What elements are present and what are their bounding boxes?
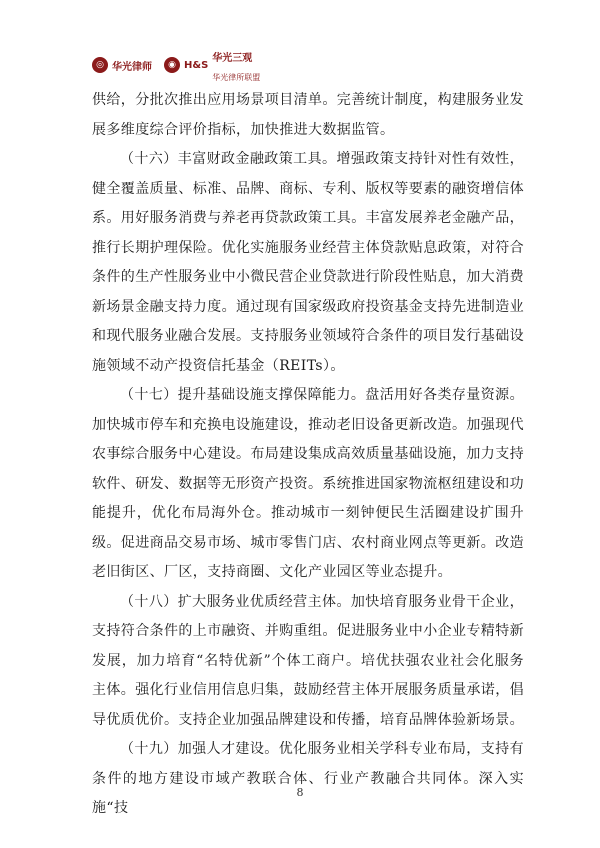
partner-brand: H&S [184,59,209,71]
partner-name: 华光三观 [212,53,253,64]
paragraph-18: （十八）扩大服务业优质经营主体。加快培育服务业骨干企业，支持符合条件的上市融资、并购重组。促进服务业中小企业专精特新发展，加力培育“名特优新”个体工商户。培优扶强农业社会化服务主体。强化行业信用信息归集，鼓励经营主体开展服务质量承诺，倡导优质优价。支持企业加强品牌建设和传播，培育品牌体验新场景。 [92,593,524,728]
partner-name-block [212,46,260,84]
partner-logo [164,46,260,84]
seal-icon: ◎ [92,57,108,73]
logo-text: 华光律师 [112,61,152,73]
paragraph-17: （十七）提升基础设施支撑保障能力。盘活用好各类存量资源。加快城市停车和充换电设施建设，推动老旧设备更新改造。加强现代农事综合服务中心建设。布局建设集成高效质量基础设施，加力支持软件、研发、数据等无形资产投资。系统推进国家物流枢纽建设和功能提升，优化布局海外仓。推动城市一刻钟便民生活圈建设扩围升级。促进商品交易市场、城市零售门店、农村商业网点等更新。改造老旧街区、厂区，支持商圈、文化产业园区等业态提升。 [92,387,524,580]
document-body [92,86,524,824]
page-number: 8 [296,786,304,799]
emblem-icon: ◉ [164,57,180,73]
partner-sub: 华光律所联盟 [212,73,261,82]
paragraph-continuation: 供给，分批次推出应用场景项目清单。完善统计制度，构建服务业发展多维度综合评价指标，加快推进大数据监管。 [92,92,524,138]
page-header [92,46,260,84]
law-firm-logo [92,57,152,73]
paragraph-16: （十六）丰富财政金融政策工具。增强政策支持针对性有效性，健全覆盖质量、标准、品牌、商标、专利、版权等要素的融资增信体系。用好服务消费与养老再贷款政策工具。丰富发展养老金融产品，推行长期护理保险。优化实施服务业经营主体贷款贴息政策，对符合条件的生产性服务业中小微民营企业贷款进行阶段性贴息，加大消费新场景金融支持力度。通过现有国家级政府投资基金支持先进制造业和现代服务业融合发展。支持服务业领域符合条件的项目发行基础设施领域不动产投资信托基金（REITs）。 [92,151,524,374]
paragraph-19: （十九）加强人才建设。优化服务业相关学科专业布局，支持有条件的地方建设市域产教联合体、行业产教融合共同体。深入实施“技 [92,741,524,816]
